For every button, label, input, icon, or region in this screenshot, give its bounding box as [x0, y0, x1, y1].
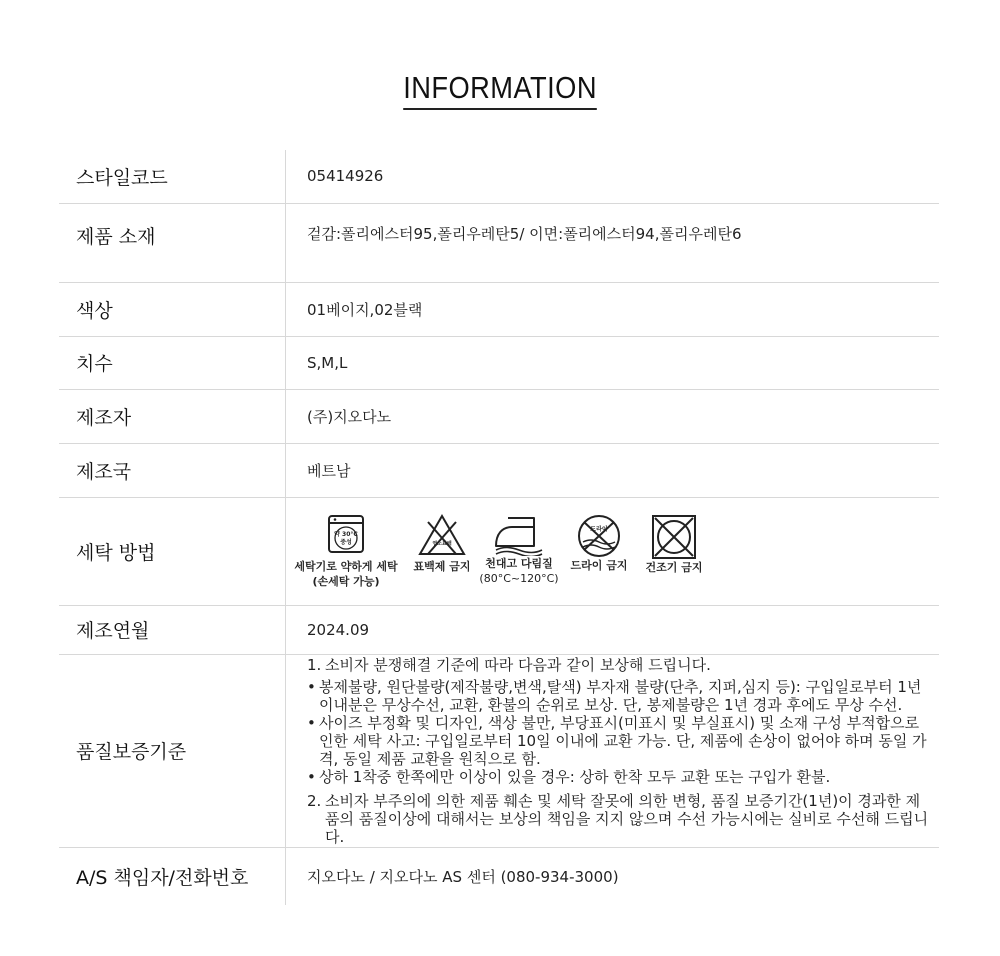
value-maker: (주)지오다노 — [286, 389, 940, 443]
svg-text:염소표백: 염소표백 — [432, 540, 452, 547]
label-material: 제품 소재 — [59, 203, 286, 282]
row-material — [59, 203, 939, 282]
wash-item-iron — [478, 514, 560, 586]
value-washing — [286, 497, 940, 605]
row-country — [59, 443, 939, 497]
wash-item-no-dry-clean — [560, 514, 638, 573]
row-date — [59, 605, 939, 654]
svg-text:드라이: 드라이 — [590, 525, 608, 533]
wash-item-no-tumble-dry — [638, 514, 710, 575]
label-country: 제조국 — [59, 443, 286, 497]
quality-bullet-3: • 상하 1착중 한쪽에만 이상이 있을 경우: 상하 한착 모두 교환 또는 구입가 환불. — [307, 767, 831, 786]
washing-icons — [286, 514, 938, 589]
row-washing — [59, 497, 939, 605]
label-maker: 제조자 — [59, 389, 286, 443]
wash-caption-no-dry-clean: 드라이 금지 — [570, 558, 628, 572]
wash-caption-gentle-1: 세탁기로 약하게 세탁 — [294, 559, 398, 573]
no-dry-clean-icon — [576, 514, 622, 558]
value-color: 01베이지,02블랙 — [286, 282, 940, 336]
row-maker — [59, 389, 939, 443]
value-style-code: 05414926 — [286, 150, 940, 203]
wash-caption-no-bleach: 표백제 금지 — [413, 559, 471, 573]
svg-text:중성: 중성 — [340, 538, 352, 546]
gentle-machine-wash-30c-icon — [326, 514, 366, 554]
quality-item-2: 2. 소비자 부주의에 의한 제품 훼손 및 세탁 잘못에 의한 변형, 품질 보증기간(1년)이 경과한 제품의 품질이상에 대해서는 보상의 책임을 지지 않으며 수선 가능시에는 실비로 수선해 드립니다. — [307, 791, 929, 846]
wash-item-gentle — [286, 514, 406, 589]
quality-bullet-2: • 사이즈 부정확 및 디자인, 색상 불만, 부당표시(미표시 및 부실표시) 및 소재 구성 부적합으로 인한 세탁 사고: 구입일로부터 10일 이내에 교환 가능. 단, 제품에 손상이 없어야 하며 동일 가격, 동일 제품 교환을 원칙으로 함. — [307, 713, 927, 768]
no-bleach-icon — [417, 514, 467, 556]
value-size: S,M,L — [286, 336, 940, 389]
row-quality — [59, 654, 939, 847]
value-as: 지오다노 / 지오다노 AS 센터 (080-934-3000) — [307, 867, 619, 886]
page-title-wrap — [0, 70, 1000, 110]
product-info-table — [59, 150, 939, 905]
wash-item-no-bleach — [406, 514, 478, 574]
page-title: INFORMATION — [403, 70, 597, 110]
label-date: 제조연월 — [59, 605, 286, 654]
wash-caption-gentle-2: (손세탁 가능) — [312, 574, 380, 588]
value-date: 2024.09 — [286, 605, 940, 654]
row-color — [59, 282, 939, 336]
label-color: 색상 — [59, 282, 286, 336]
no-tumble-dry-icon — [650, 514, 698, 560]
value-country: 베트남 — [286, 443, 940, 497]
label-as: A/S 책임자/전화번호 — [59, 847, 286, 905]
svg-text:약 30°C: 약 30°C — [334, 530, 358, 538]
label-washing: 세탁 방법 — [59, 497, 286, 605]
wash-caption-no-tumble-dry: 건조기 금지 — [645, 560, 703, 574]
row-style-code — [59, 150, 939, 203]
label-style-code: 스타일코드 — [59, 150, 286, 203]
quality-bullet-1: • 봉제불량, 원단불량(제작불량,변색,탈색) 부자재 불량(단추, 지퍼,심지 등): 구입일로부터 1년 이내분은 무상수선, 교환, 환불의 순위로 보상. 단, 봉제불량은 1년 경과 후에도 무상 수선. — [307, 677, 922, 714]
label-quality: 품질보증기준 — [59, 654, 286, 847]
row-size — [59, 336, 939, 389]
label-size: 치수 — [59, 336, 286, 389]
value-quality — [286, 654, 940, 847]
wash-caption-iron-1: 천대고 다림질 — [485, 556, 553, 570]
quality-item-1: 1. 소비자 분쟁해결 기준에 따라 다음과 같이 보상해 드립니다. — [307, 655, 711, 674]
row-as — [59, 847, 939, 905]
wash-caption-iron-2: (80°C~120°C) — [479, 571, 559, 585]
iron-with-cloth-icon — [492, 514, 546, 556]
value-material: 겉감:폴리에스터95,폴리우레탄5/ 이면:폴리에스터94,폴리우레탄6 — [286, 203, 940, 282]
